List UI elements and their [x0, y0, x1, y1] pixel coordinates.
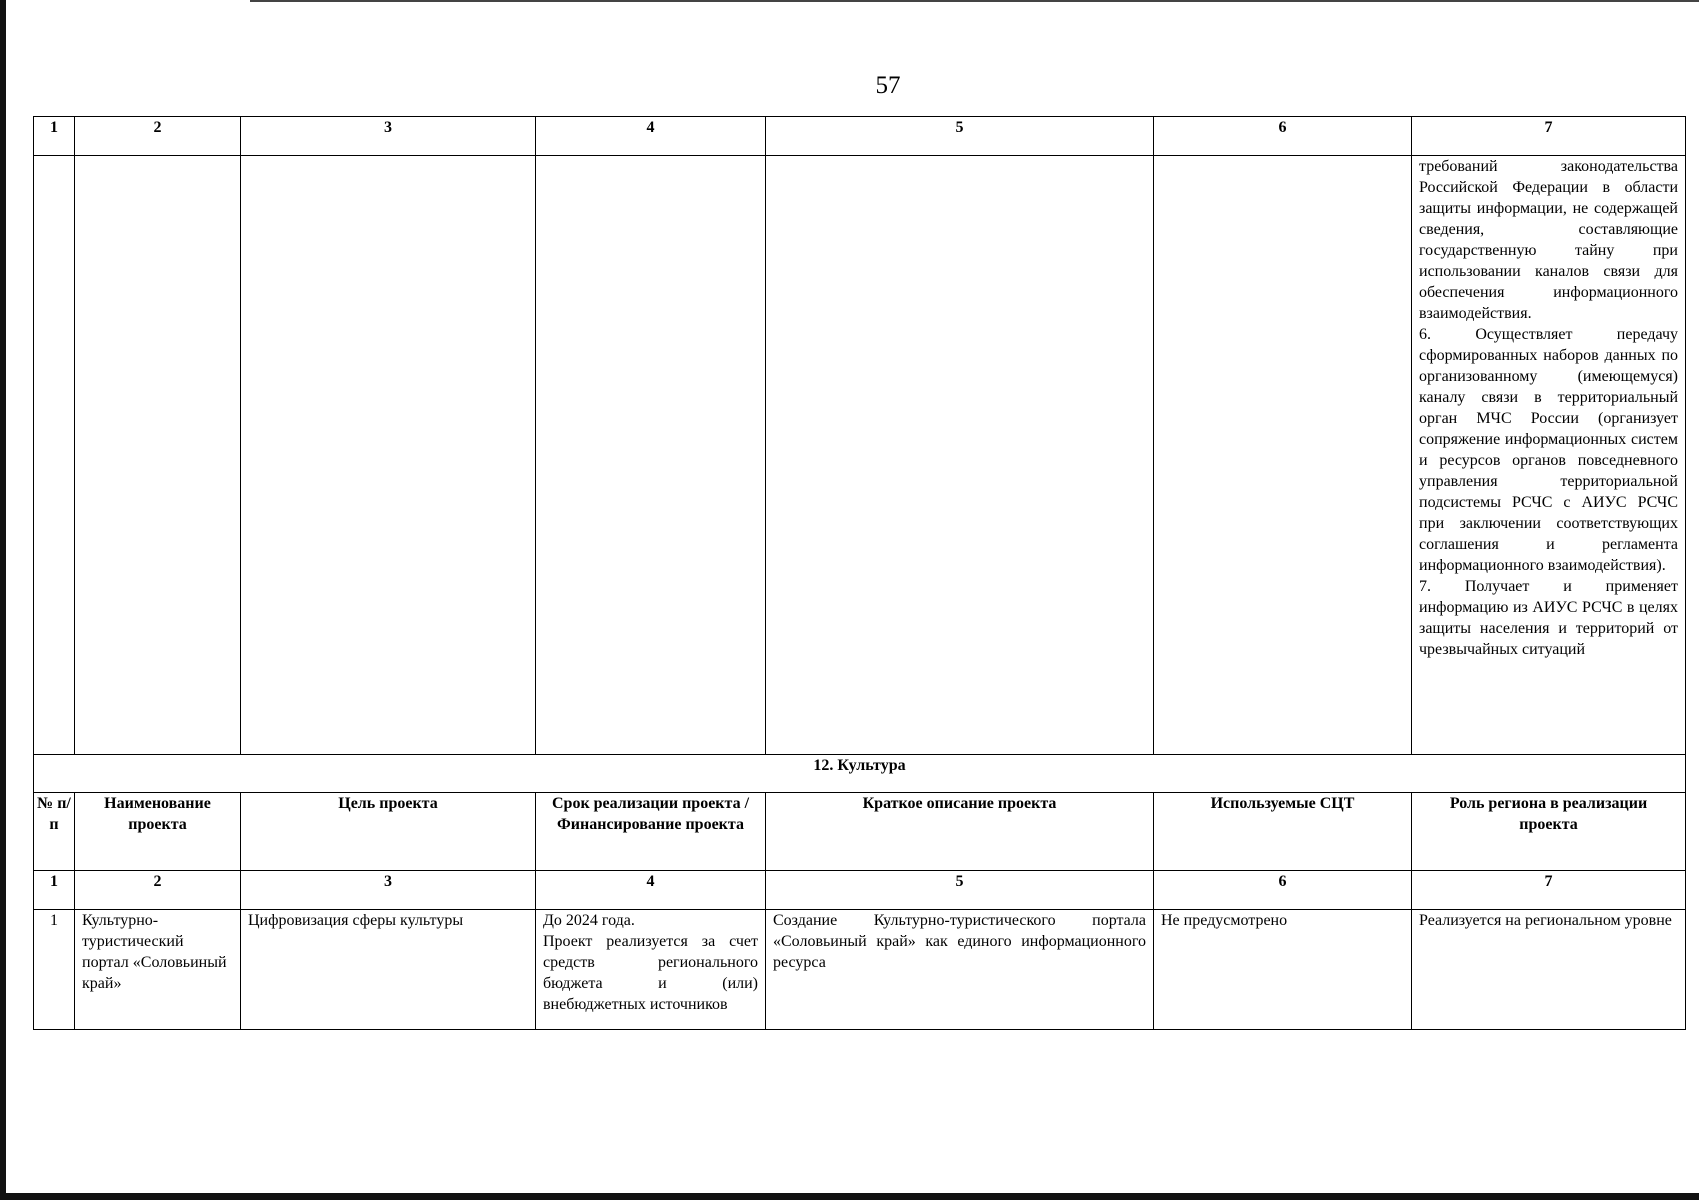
- colnum-7: 7: [1412, 871, 1686, 910]
- colnum-4: 4: [536, 117, 766, 156]
- colnum-6: 6: [1154, 117, 1412, 156]
- cont-cell-1: [34, 156, 75, 755]
- column-header-row: [34, 793, 1686, 871]
- scan-edge-top: [250, 0, 1699, 2]
- cont-paragraph: требований законодательства Российской Федерации в области защиты информации, не содержащей сведения, составляющие государственную тайну при использовании каналов связи для обеспечения информационного взаимодействия.: [1419, 158, 1678, 322]
- colnum-4: 4: [536, 871, 766, 910]
- cont-paragraph: 6. Осуществляет передачу сформированных наборов данных по организованному (имеющемуся) каналу связи в территориальный орган МЧС России (организует сопряжение информационных систем и ресурсов органов повседневного управления территориальной подсистемы РСЧС с АИУС РСЧС при заключении соответствующих соглашения и регламента информационного взаимодействия).: [1419, 326, 1678, 574]
- row-goal: Цифровизация сферы культуры: [241, 910, 536, 1030]
- page-number: 57: [875, 72, 901, 99]
- colnum-2: 2: [75, 871, 241, 910]
- colnum-5: 5: [766, 871, 1154, 910]
- cont-cell-2: [75, 156, 241, 755]
- column-number-row-bottom: [34, 871, 1686, 910]
- colnum-6: 6: [1154, 871, 1412, 910]
- colnum-1: 1: [34, 871, 75, 910]
- row-role: Реализуется на региональном уровне: [1412, 910, 1686, 1030]
- column-number-row-top: [34, 117, 1686, 156]
- colnum-2: 2: [75, 117, 241, 156]
- section-row: [34, 755, 1686, 793]
- row-term: [536, 910, 766, 1030]
- row-term-deadline: До 2024 года.: [543, 912, 635, 929]
- continuation-row: [34, 156, 1686, 755]
- header-goal: Цель проекта: [241, 793, 536, 871]
- cont-paragraph: 7. Получает и применяет информацию из АИУС РСЧС в целях защиты населения и территорий от чрезвычайных ситуаций: [1419, 578, 1678, 658]
- cont-cell-7: [1412, 156, 1686, 755]
- row-tech: Не предусмотрено: [1154, 910, 1412, 1030]
- scan-edge-left: [0, 0, 6, 1200]
- row-term-financing: Проект реализуется за счет средств регионального бюджета и (или) внебюджетных источников: [543, 933, 758, 1013]
- header-description: Краткое описание проекта: [766, 793, 1154, 871]
- row-name: Культурно-туристический портал «Соловьиный край»: [75, 910, 241, 1030]
- cont-cell-6: [1154, 156, 1412, 755]
- header-tech: Используемые СЦТ: [1154, 793, 1412, 871]
- colnum-3: 3: [241, 117, 536, 156]
- section-title: 12. Культура: [34, 755, 1686, 793]
- projects-table: [33, 116, 1686, 1030]
- row-num: 1: [34, 910, 75, 1030]
- cont-cell-4: [536, 156, 766, 755]
- header-role: Роль региона в реализации проекта: [1412, 793, 1686, 871]
- header-name: Наименование проекта: [75, 793, 241, 871]
- colnum-5: 5: [766, 117, 1154, 156]
- cont-cell-3: [241, 156, 536, 755]
- table-row: [34, 910, 1686, 1030]
- row-description: Создание Культурно-туристического портала «Соловьиный край» как единого информационного ресурса: [766, 910, 1154, 1030]
- colnum-1: 1: [34, 117, 75, 156]
- cont-cell-5: [766, 156, 1154, 755]
- scan-edge-bottom: [0, 1193, 1699, 1200]
- header-num: № п/п: [34, 793, 75, 871]
- colnum-7: 7: [1412, 117, 1686, 156]
- header-term: Срок реализации проекта / Финансирование проекта: [536, 793, 766, 871]
- colnum-3: 3: [241, 871, 536, 910]
